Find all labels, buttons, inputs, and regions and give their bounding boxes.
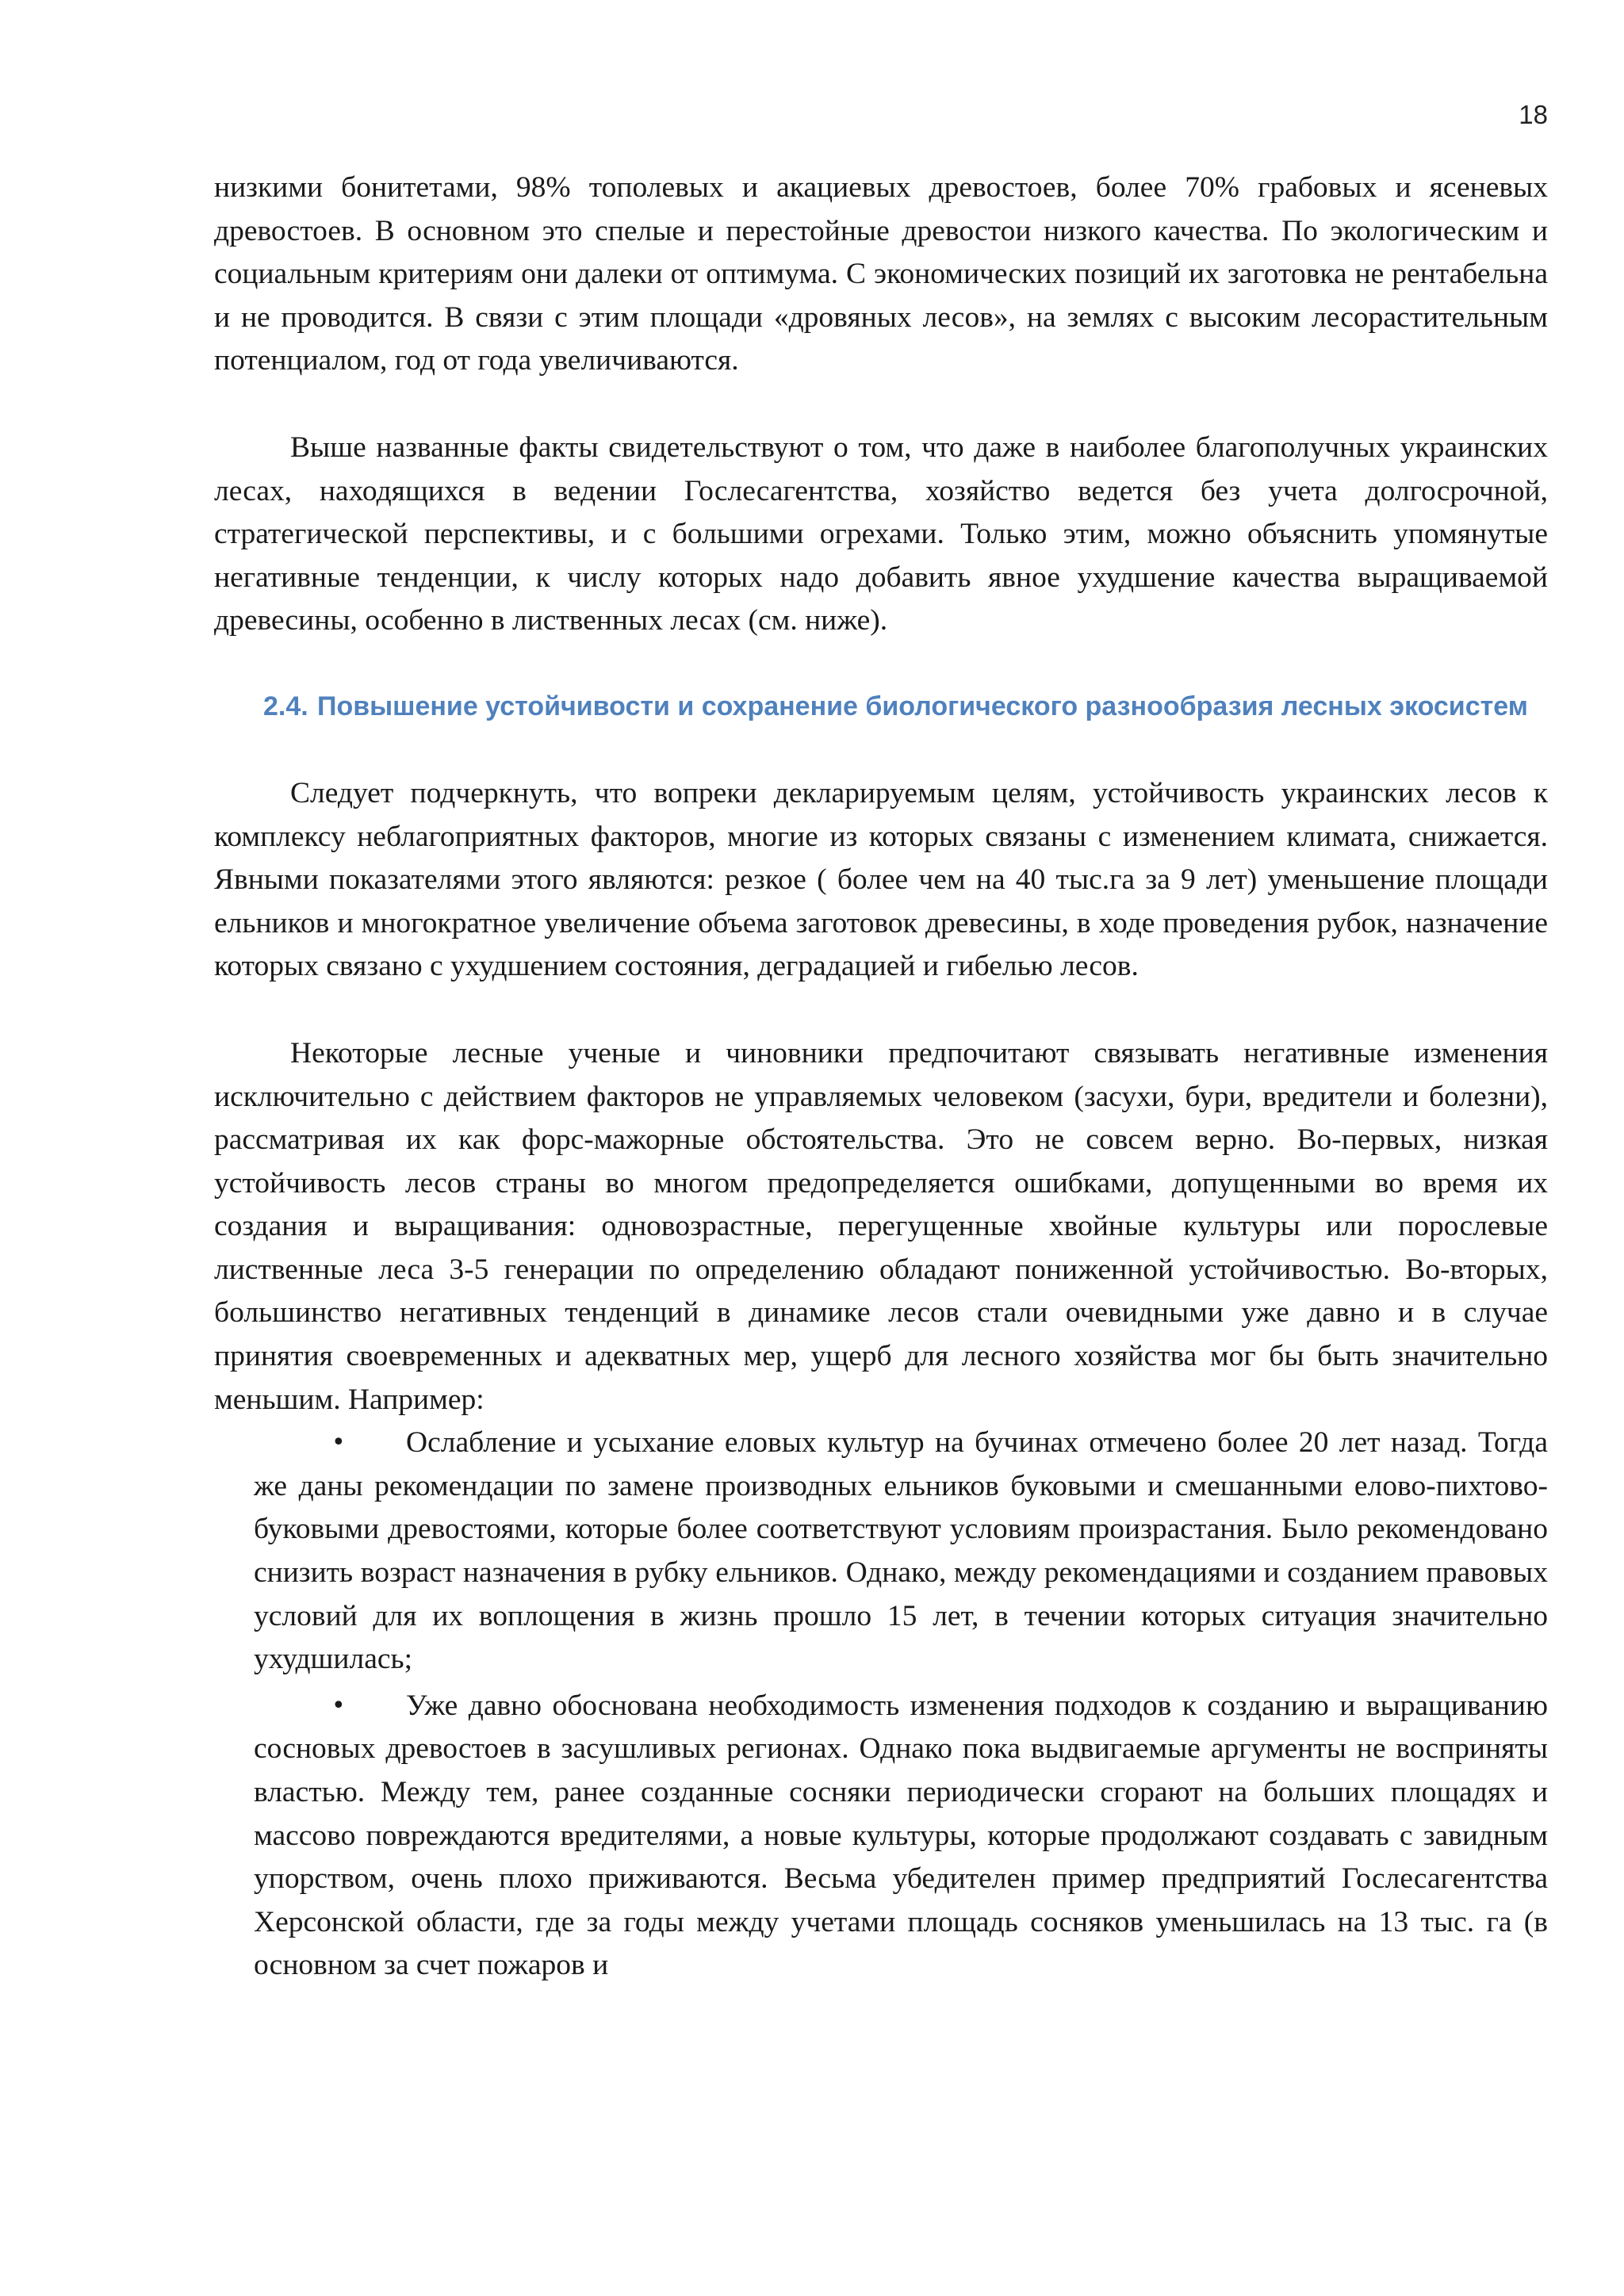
bullet-text-1: Ослабление и усыхание еловых культур на бучинах отмечено более 20 лет назад. Тогда же даны рекомендации по замене производных ельников буковыми и смешанными елово-пихтово-буковыми древостоями, которые более соответствуют условиям произрастания. Было рекомендовано снизить возраст назначения в рубку ельников. Однако, между рекомендациями и созданием правовых условий для их воплощения в жизнь прошло 15 лет, в течении которых ситуация значительно ухудшилась; [254,1426,1548,1676]
bullet-item-2 [254,1685,1548,1988]
page-number: 18 [1519,100,1548,129]
bullet-text-2: Уже давно обоснована необходимость изменения подходов к созданию и выращиванию сосновых древостоев в засушливых регионах. Однако пока выдвигаемые аргументы не восприняты властью. Между тем, ранее созданные сосняки периодически сгорают на больших площадях и массово повреждаются вредителями, а новые культуры, которые продолжают создавать с завидным упорством, очень плохо приживаются. Весьма убедителен пример предприятий Гослесагентства Херсонской области, где за годы между учетами площадь сосняков уменьшилась на 13 тыс. га (в основном за счет пожаров и [254,1689,1548,1982]
bullet-icon: • [331,1691,346,1720]
document-body [214,166,1548,1988]
paragraph-1: низкими бонитетами, 98% тополевых и акациевых древостоев, более 70% грабовых и ясеневых древостоев. В основном это спелые и перестойные древостои низкого качества. По экологическим и социальным критериям они далеки от оптимума. С экономических позиций их заготовка не рентабельна и не проводится. В связи с этим площади «дровяных лесов», на землях с высоким лесорастительным потенциалом, год от года увеличиваются. [214,171,1548,377]
section-number: 2.4. [263,691,308,721]
bullet-icon: • [331,1429,346,1457]
paragraph-2: Выше названные факты свидетельствуют о том, что даже в наиболее благополучных украинских лесах, находящихся в ведении Гослесагентства, хозяйство ведется без учета долгосрочной, стратегической перспективы, и с большими огрехами. Только этим, можно объяснить упомянутые негативные тенденции, к числу которых надо добавить явное ухудшение качества выращиваемой древесины, особенно в лиственных лесах (см. ниже). [214,430,1548,637]
paragraph-4: Некоторые лесные ученые и чиновники предпочитают связывать негативные изменения исключительно с действием факторов не управляемых человеком (засухи, бури, вредители и болезни), рассматривая их как форс-мажорные обстоятельства. Это не совсем верно. Во-первых, низкая устойчивость лесов страны во многом предопределяется ошибками, допущенными во время их создания и выращивания: одновозрастные, перегущенные хвойные культуры или порослевые лиственные леса 3-5 генерации по определению обладают пониженной устойчивостью. Во-вторых, большинство негативных тенденций в динамике лесов стали очевидными уже давно и в случае принятия своевременных и адекватных мер, ущерб для лесного хозяйства мог бы быть значительно меньшим. Например: [214,1036,1548,1416]
paragraph-3: Следует подчеркнуть, что вопреки декларируемым целям, устойчивость украинских лесов к комплексу неблагоприятных факторов, многие из которых связаны с изменением климата, снижается. Явными показателями этого являются: резкое ( более чем на 40 тыс.га за 9 лет) уменьшение площади ельников и многократное увеличение объема заготовок древесины, в ходе проведения рубок, назначение которых связано с ухудшением состояния, деградацией и гибелью лесов. [214,776,1548,983]
section-heading [263,687,1548,726]
section-title: Повышение устойчивости и сохранение биологического разнообразия лесных экосистем [317,691,1528,721]
bullet-item-1 [254,1422,1548,1682]
